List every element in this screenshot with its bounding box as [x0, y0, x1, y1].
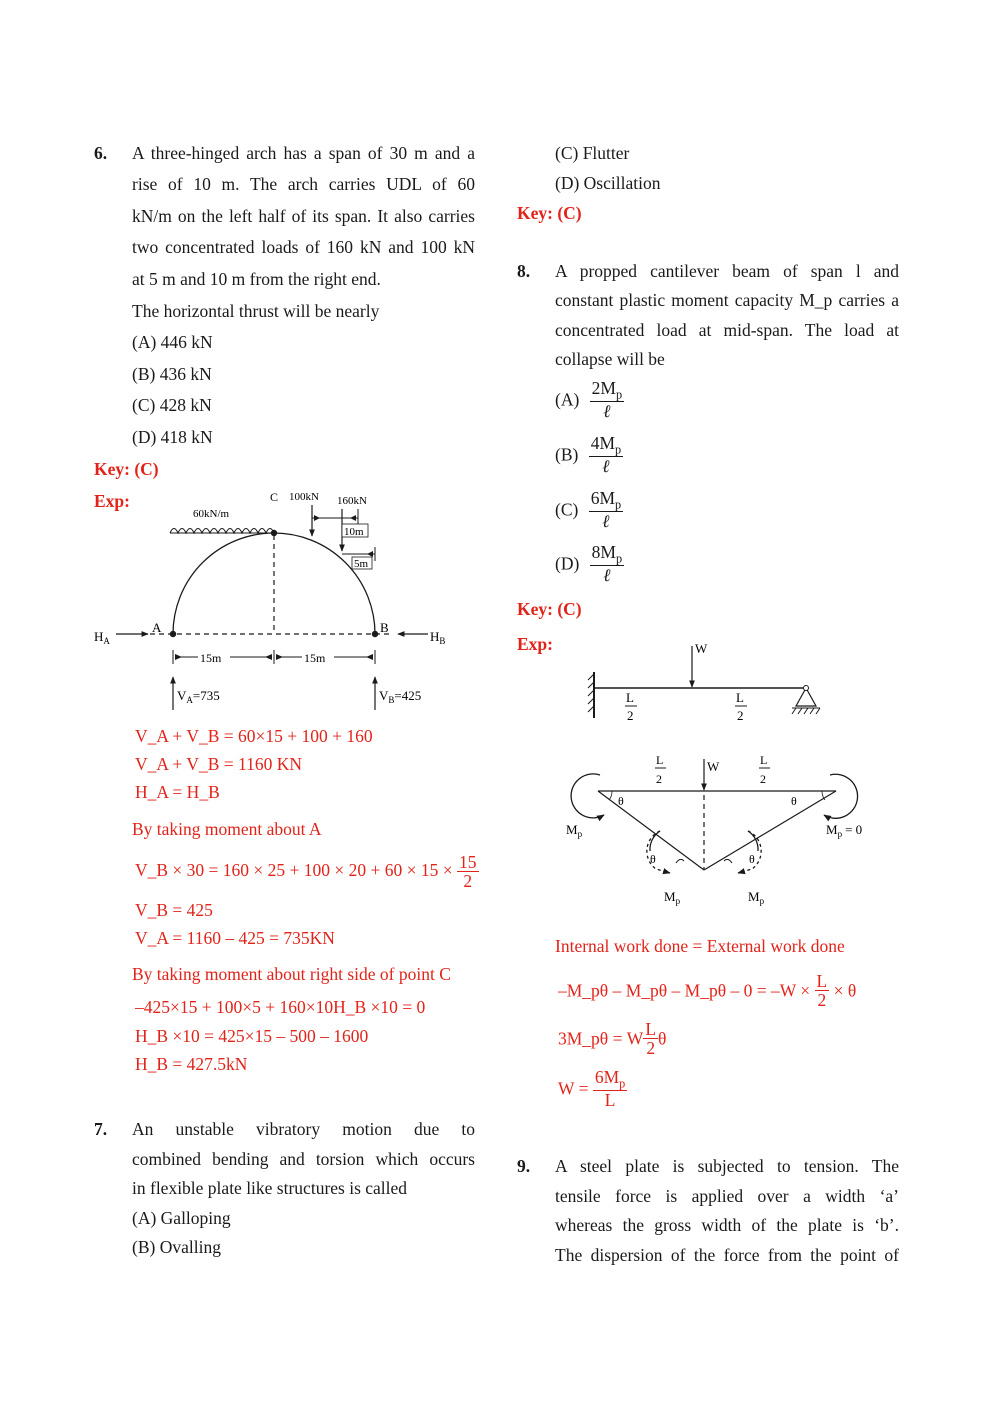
solution-line: H_A = H_B	[135, 782, 220, 802]
moment-right-end	[824, 774, 858, 818]
question-text-line: A propped cantilever beam of span l and	[555, 261, 899, 281]
span-left: 15m	[200, 651, 222, 665]
explanation-label: Exp:	[94, 491, 130, 511]
span-label-2: 2	[760, 772, 766, 786]
mp-label-right: $M_p = 0$	[826, 822, 863, 839]
span-label-l: L	[626, 690, 634, 705]
udl-load	[170, 529, 274, 534]
option-a: (A) Galloping	[132, 1208, 231, 1228]
question-prompt: The horizontal thrust will be nearly	[132, 301, 380, 321]
arch-diagram	[90, 485, 470, 717]
load-160-label: 160kN	[337, 495, 367, 507]
solution-line: By taking moment about A	[132, 819, 322, 839]
theta-label: θ	[791, 794, 797, 808]
question-number: 7.	[94, 1119, 108, 1139]
udl-label: 60kN/m	[193, 508, 230, 520]
question-text-line: in flexible plate like structures is called	[132, 1178, 408, 1198]
option-c: (C) 428 kN	[132, 395, 212, 415]
question-text-line: two concentrated loads of 160 kN and 100 kN	[132, 237, 475, 257]
question-text-line: An unstable vibratory motion due to	[132, 1119, 475, 1139]
span-label-l: L	[760, 753, 768, 767]
option-c: (C) Flutter	[555, 143, 630, 163]
ha-label: $H_A$	[94, 629, 110, 646]
solution-line: Internal work done = External work done	[555, 936, 845, 956]
solution-line: V_A + V_B = 60×15 + 100 + 160	[135, 726, 373, 746]
option-c: (C) $\frac{6M_p}{\text{ℓ}}$	[555, 488, 622, 532]
vb-label: $V_B=425$	[379, 688, 422, 705]
option-d: (D) Oscillation	[555, 173, 661, 193]
option-b: (B) 436 kN	[132, 364, 212, 384]
theta-label: θ	[749, 852, 755, 866]
deflected-right	[704, 791, 836, 870]
c-label: C	[270, 490, 279, 504]
question-text-line: kN/m on the left half of its span. It also carries	[132, 206, 475, 226]
span-label-2: 2	[656, 772, 662, 786]
question-text-line: concentrated load at mid-span. The load at	[555, 320, 899, 340]
support-b	[372, 631, 378, 637]
collapse-mechanism-diagram	[560, 745, 880, 915]
solution-line: –425×15 + 100×5 + 160×10H_B ×10 = 0	[135, 997, 426, 1017]
option-a: (A) 446 kN	[132, 332, 213, 352]
question-text-line: constant plastic moment capacity M_p carries a	[555, 290, 899, 310]
mp-label-left: $M_p$	[566, 822, 583, 839]
question-text-line: at 5 m and 10 m from the right end.	[132, 269, 381, 289]
solution-line: V_A + V_B = 1160 KN	[135, 754, 303, 774]
theta-label: θ	[650, 852, 656, 866]
load-w-label: W	[707, 759, 720, 774]
option-d: (D) 418 kN	[132, 427, 213, 447]
solution-line: W = $\frac{6M_p}{L}$	[558, 1067, 626, 1111]
option-a: (A) $\frac{2M_p}{\text{ℓ}}$	[555, 378, 623, 422]
question-text-line: A three-hinged arch has a span of 30 m and a	[132, 143, 475, 163]
mp-label-mid: $M_p$	[748, 889, 765, 906]
span-label-l: L	[736, 690, 744, 705]
question-number: 6.	[94, 143, 108, 163]
a-label: A	[152, 620, 162, 635]
hb-label: $H_B$	[430, 629, 446, 646]
mp-label-mid: $M_p$	[664, 889, 681, 906]
span-label-l: L	[656, 753, 664, 767]
question-text-line: collapse will be	[555, 349, 665, 369]
question-number: 8.	[517, 261, 531, 281]
solution-line: V_B = 425	[135, 900, 213, 920]
theta-label: θ	[618, 794, 624, 808]
beam-diagram	[570, 636, 890, 736]
solution-line: V_A = 1160 – 425 = 735KN	[135, 928, 335, 948]
question-text-line: rise of 10 m. The arch carries UDL of 60	[132, 174, 475, 194]
solution-line: V_B × 30 = 160 × 25 + 100 × 20 + 60 × 15 × $\frac{15}{2}$	[135, 852, 477, 892]
option-d: (D) $\frac{8M_p}{\text{ℓ}}$	[555, 542, 623, 586]
question-text-line: A steel plate is subjected to tension. The	[555, 1156, 899, 1176]
dim-10m: 10m	[344, 526, 364, 538]
load-w-label: W	[695, 641, 708, 656]
span-label-2: 2	[737, 708, 744, 723]
b-label: B	[380, 620, 389, 635]
support-a	[170, 631, 176, 637]
span-right: 15m	[304, 651, 326, 665]
answer-key: Key: (C)	[94, 459, 159, 479]
question-text-line: whereas the gross width of the plate is ‘b’.	[555, 1215, 899, 1235]
answer-key: Key: (C)	[517, 599, 582, 619]
question-number: 9.	[517, 1156, 531, 1176]
option-b: (B) $\frac{4M_p}{\text{ℓ}}$	[555, 433, 622, 477]
solution-line: –M_pθ – M_pθ – M_pθ – 0 = –W × $\frac{L}{2}$ × θ	[558, 971, 857, 1011]
dim-5m: 5m	[354, 558, 369, 570]
solution-line: H_B = 427.5kN	[135, 1054, 248, 1074]
explanation-label: Exp:	[517, 634, 553, 654]
fraction: $\frac{15}{2}$	[459, 852, 477, 892]
solution-line: By taking moment about right side of point C	[132, 964, 451, 984]
solution-line: 3M_pθ = W $\frac{L}{2}$ θ	[558, 1019, 667, 1059]
span-label-2: 2	[627, 708, 634, 723]
question-text-line: The dispersion of the force from the point of	[555, 1245, 899, 1265]
question-text-line: tensile force is applied over a width ‘a’	[555, 1186, 899, 1206]
solution-line: H_B ×10 = 425×15 – 500 – 1600	[135, 1026, 369, 1046]
va-label: $V_A=735$	[177, 688, 220, 705]
answer-key: Key: (C)	[517, 203, 582, 223]
moment-left-end	[571, 774, 604, 818]
option-b: (B) Ovalling	[132, 1237, 221, 1257]
question-text-line: combined bending and torsion which occurs	[132, 1149, 475, 1169]
load-100-label: 100kN	[289, 491, 319, 503]
